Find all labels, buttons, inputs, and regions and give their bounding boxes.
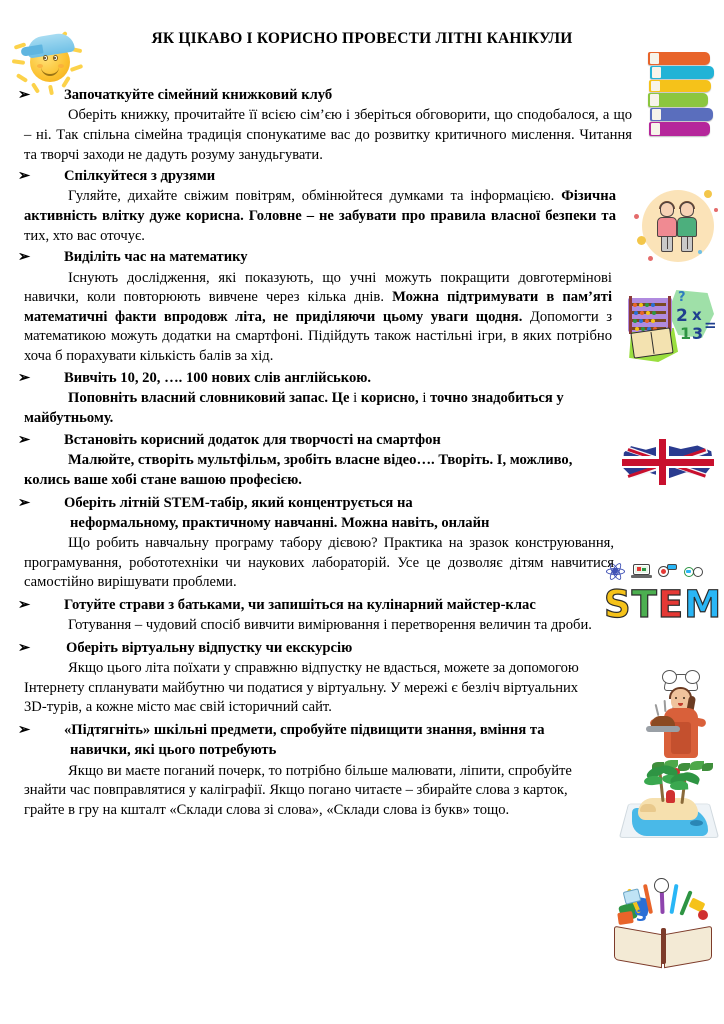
paragraph-math [24, 269, 612, 367]
text-bold: Фізична активність влітку дуже корисна. Головне – не забувати про правила власної безпеки та [24, 188, 616, 224]
bullet-marker-icon: ➢ [18, 722, 31, 738]
bullet-marker-icon: ➢ [18, 87, 31, 103]
text-regular: і [353, 389, 358, 406]
text-bold: Можна підтримувати в пам’яті математичні факти впродовж літа, не приділяючи цьому уваги щодня. [24, 289, 612, 325]
open-book-with-supplies-icon: 3 [612, 876, 716, 976]
paragraph-friends [24, 187, 616, 246]
text-bold: Поповніть власний словниковий запас. Це [68, 389, 354, 406]
section-heading-family-book-club [18, 86, 634, 105]
smiling-sun-with-cap-icon [12, 22, 86, 96]
paragraph-school-subjects: Якщо ви маєте поганий почерк, то потрібно більше малювати, ліпити, спробуйте знайти час повправлятися у каліграфії. Якщо погано читаєте – збирайте слова з карток, грайте в гру на кшталт «Склади слова зі слова», «Склади слова із букв» тощо. [24, 762, 572, 818]
heading-text: Виділіть час на математику [64, 249, 248, 266]
page-title: ЯК ЦІКАВО І КОРИСНО ПРОВЕСТИ ЛІТНІ КАНІКУЛИ [151, 30, 573, 47]
text-bold: точно знадобиться у майбутньому. [24, 389, 564, 426]
heading-text-line-2: неформальному, практичному навчанні. Можна навіть, онлайн [70, 514, 490, 531]
text-regular: і [422, 389, 427, 406]
paragraph-cooking: Готування – чудовий спосіб вивчити вимірювання і перетворення величин та дроби. [68, 617, 592, 634]
bullet-marker-icon: ➢ [18, 168, 31, 185]
section-heading-school-subjects [18, 721, 650, 740]
bullet-marker-icon: ➢ [18, 432, 31, 449]
chef-woman-icon [646, 674, 718, 778]
section-heading-stem-camp-line-2 [24, 514, 610, 533]
section-heading-stem-camp [18, 494, 590, 513]
heading-text: Встановіть корисний додаток для творчості на смартфон [64, 432, 441, 449]
heading-text-line-1: «Підтягніть» шкільні предмети, спробуйте підвищити знання, вміння та [64, 722, 545, 738]
section-heading-school-subjects-line-2 [24, 741, 610, 760]
union-jack-flag-icon [622, 436, 714, 488]
island-book-icon [620, 764, 718, 846]
paragraph-virtual-vacation: Якщо цього літа поїхати у справжню відпустку не вдасться, можете за допомогою Інтернету спланувати майбутню чи податися у віртуальну. У мережі є безліч віртуальних 3D-турів, а кожне місто має свій історичний сайт. [24, 660, 579, 716]
heading-text: Оберіть віртуальну відпустку чи екскурсію [66, 639, 353, 656]
text-regular: Існують дослідження, які показують, що учні можуть покращити довготермінові навички, коли повторюють вивчене через кілька днів. [24, 269, 612, 306]
document-body [18, 86, 634, 821]
text-bold: корисно, [357, 389, 423, 406]
math-abacus-and-numbers-icon: ? 2 x 1 3 = [624, 284, 716, 368]
section-heading-math [18, 248, 634, 267]
text-regular: Гуляйте, дихайте свіжим повітрям, обмінюйтеся думками та інформацією. [68, 188, 562, 205]
bullet-marker-icon: ➢ [18, 639, 31, 656]
stack-of-books-icon [648, 52, 714, 144]
section-heading-creative-app [18, 431, 634, 450]
heading-text: Започаткуйте сімейний книжковий клуб [64, 87, 333, 103]
heading-text: Готуйте страви з батьками, чи запишіться на кулінарний майстер-клас [64, 597, 536, 613]
bullet-marker-icon: ➢ [18, 369, 31, 386]
paragraph-creative-app [24, 451, 606, 490]
bullet-marker-icon: ➢ [18, 597, 31, 613]
heading-text: Спілкуйтеся з друзями [64, 168, 216, 185]
text-regular: тих, хто вас оточує. [24, 227, 145, 244]
section-heading-cooking [18, 596, 634, 615]
bullet-marker-icon: ➢ [18, 494, 31, 511]
heading-text-line-2: навички, які цього потребують [70, 742, 277, 759]
text-regular: Допомогти з математикою можуть додатки на смартфоні. Підійдуть також настільні ігри, в яких потрібно хоча б порахувати кількість балів за хід. [24, 308, 612, 364]
heading-text-line-1: Оберіть літній STEM-табір, який концентрується на [64, 494, 413, 511]
paragraph-stem-camp: Що робить навчальну програму табору дієвою? Практика на зразок конструювання, програмування, робототехніки чи наукових лабораторій. Усе це дозволяє дітям навчитися самостійно вирішувати проблеми. [24, 535, 614, 591]
section-heading-virtual-vacation [18, 639, 634, 658]
stem-logo-icon: STEM [600, 562, 718, 628]
section-heading-english-words [18, 369, 634, 388]
text-bold: Малюйте, створіть мультфільм, зробіть власне відео…. Творіть. І, можливо, колись ваше хобі стане вашою професією. [24, 452, 573, 488]
heading-text: Вивчіть 10, 20, …. 100 нових слів англійською. [64, 369, 372, 386]
section-heading-friends [18, 167, 634, 186]
paragraph-english-words [24, 389, 564, 428]
paragraph-family-book-club: Оберіть книжку, прочитайте її всією сім’єю і зберіться обговорити, що сподобалося, а що – ні. Так спільна сімейна традиція спонукатиме вас до розвитку критичного мислення. Читання та творчі заходи не дадуть розуму занудьгувати. [24, 107, 632, 163]
two-friends-icon [634, 184, 720, 270]
bullet-marker-icon: ➢ [18, 249, 31, 266]
